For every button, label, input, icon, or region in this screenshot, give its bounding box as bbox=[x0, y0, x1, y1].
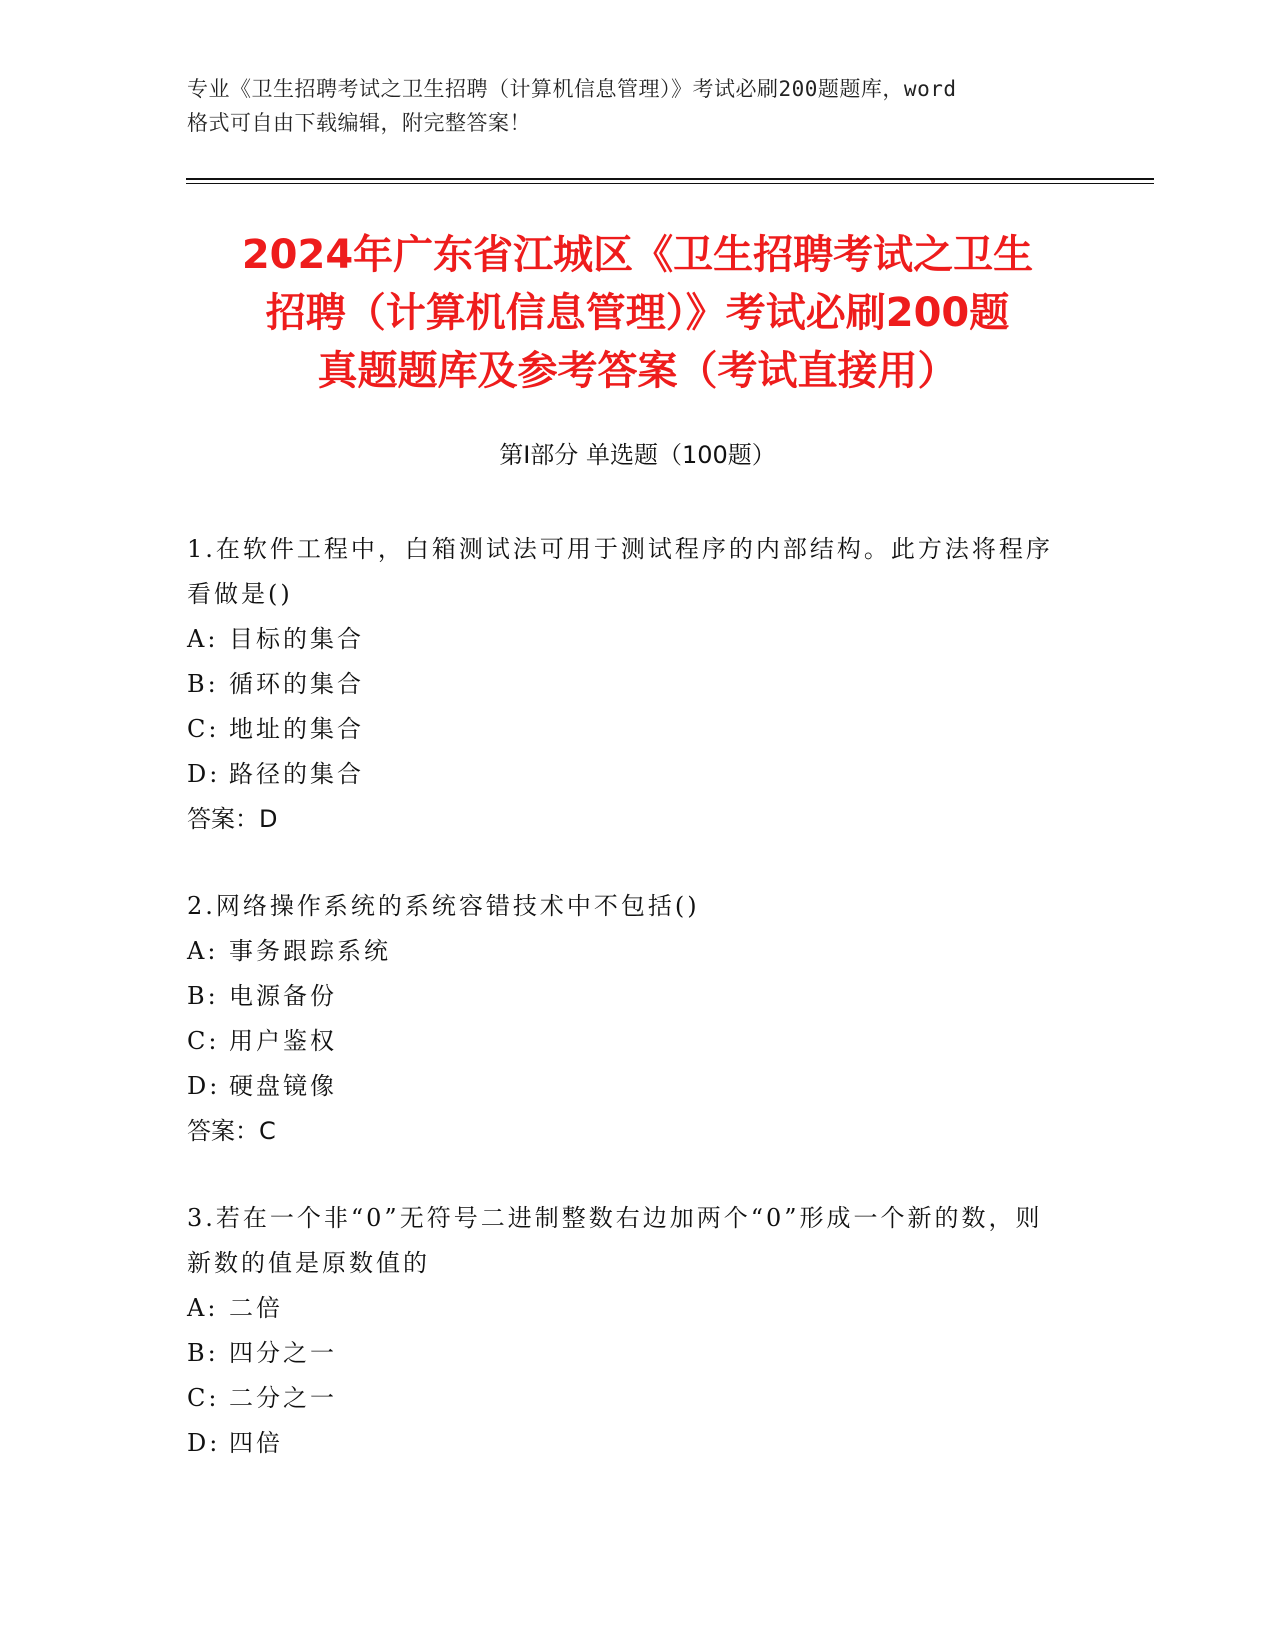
document-title-line-3: 真题题库及参考答案（考试直接用） bbox=[317, 348, 958, 394]
option-key: D: bbox=[187, 760, 221, 788]
option-a bbox=[187, 1286, 1067, 1331]
option-key: A: bbox=[187, 1294, 219, 1322]
option-text: 目标的集合 bbox=[229, 625, 364, 653]
option-c bbox=[187, 707, 1067, 752]
answer-line: 答案：D bbox=[187, 805, 278, 833]
option-c bbox=[187, 1019, 1067, 1064]
header-rule-thin bbox=[186, 183, 1154, 184]
option-key: B: bbox=[187, 670, 219, 698]
option-c bbox=[187, 1376, 1067, 1421]
document-title-line-1: 2024年广东省江城区《卫生招聘考试之卫生 bbox=[241, 232, 1034, 278]
option-key: B: bbox=[187, 982, 219, 1010]
option-text: 循环的集合 bbox=[229, 670, 364, 698]
option-text: 二倍 bbox=[229, 1294, 283, 1322]
option-text: 四倍 bbox=[229, 1429, 283, 1457]
option-key: C: bbox=[187, 715, 220, 743]
option-key: B: bbox=[187, 1339, 219, 1367]
header-note-line-2: 格式可自由下载编辑，附完整答案！ bbox=[187, 111, 531, 135]
question-stem: 1.在软件工程中，白箱测试法可用于测试程序的内部结构。此方法将程序看做是() bbox=[187, 535, 1053, 608]
option-key: A: bbox=[187, 625, 219, 653]
option-text: 地址的集合 bbox=[229, 715, 364, 743]
option-text: 四分之一 bbox=[229, 1339, 337, 1367]
option-d bbox=[187, 752, 1067, 797]
option-text: 路径的集合 bbox=[229, 760, 364, 788]
option-key: C: bbox=[187, 1027, 220, 1055]
question-2 bbox=[187, 884, 1067, 1154]
option-b bbox=[187, 662, 1067, 707]
option-d bbox=[187, 1421, 1067, 1466]
question-1 bbox=[187, 527, 1067, 842]
question-3 bbox=[187, 1196, 1067, 1466]
option-key: A: bbox=[187, 937, 219, 965]
option-text: 电源备份 bbox=[229, 982, 337, 1010]
question-list bbox=[187, 527, 1067, 1508]
option-text: 事务跟踪系统 bbox=[229, 937, 391, 965]
option-key: C: bbox=[187, 1384, 220, 1412]
question-stem: 3.若在一个非“0”无符号二进制整数右边加两个“0”形成一个新的数，则新数的值是原数值的 bbox=[187, 1204, 1043, 1277]
answer-line: 答案：C bbox=[187, 1117, 276, 1145]
option-text: 用户鉴权 bbox=[229, 1027, 337, 1055]
header-note-line-1: 专业《卫生招聘考试之卫生招聘（计算机信息管理）》考试必刷200题题库，word bbox=[187, 77, 957, 101]
option-text: 硬盘镜像 bbox=[229, 1072, 337, 1100]
header-note bbox=[187, 72, 1087, 140]
document-title bbox=[150, 226, 1125, 400]
section-heading: 第Ⅰ部分 单选题（100题） bbox=[499, 441, 776, 469]
header-rule-thick bbox=[186, 178, 1154, 180]
option-a bbox=[187, 929, 1067, 974]
option-a bbox=[187, 617, 1067, 662]
question-stem: 2.网络操作系统的系统容错技术中不包括() bbox=[187, 892, 700, 920]
option-key: D: bbox=[187, 1072, 221, 1100]
option-text: 二分之一 bbox=[229, 1384, 337, 1412]
option-d bbox=[187, 1064, 1067, 1109]
option-b bbox=[187, 1331, 1067, 1376]
option-b bbox=[187, 974, 1067, 1019]
option-key: D: bbox=[187, 1429, 221, 1457]
document-title-line-2: 招聘（计算机信息管理）》考试必刷200题 bbox=[265, 290, 1010, 336]
